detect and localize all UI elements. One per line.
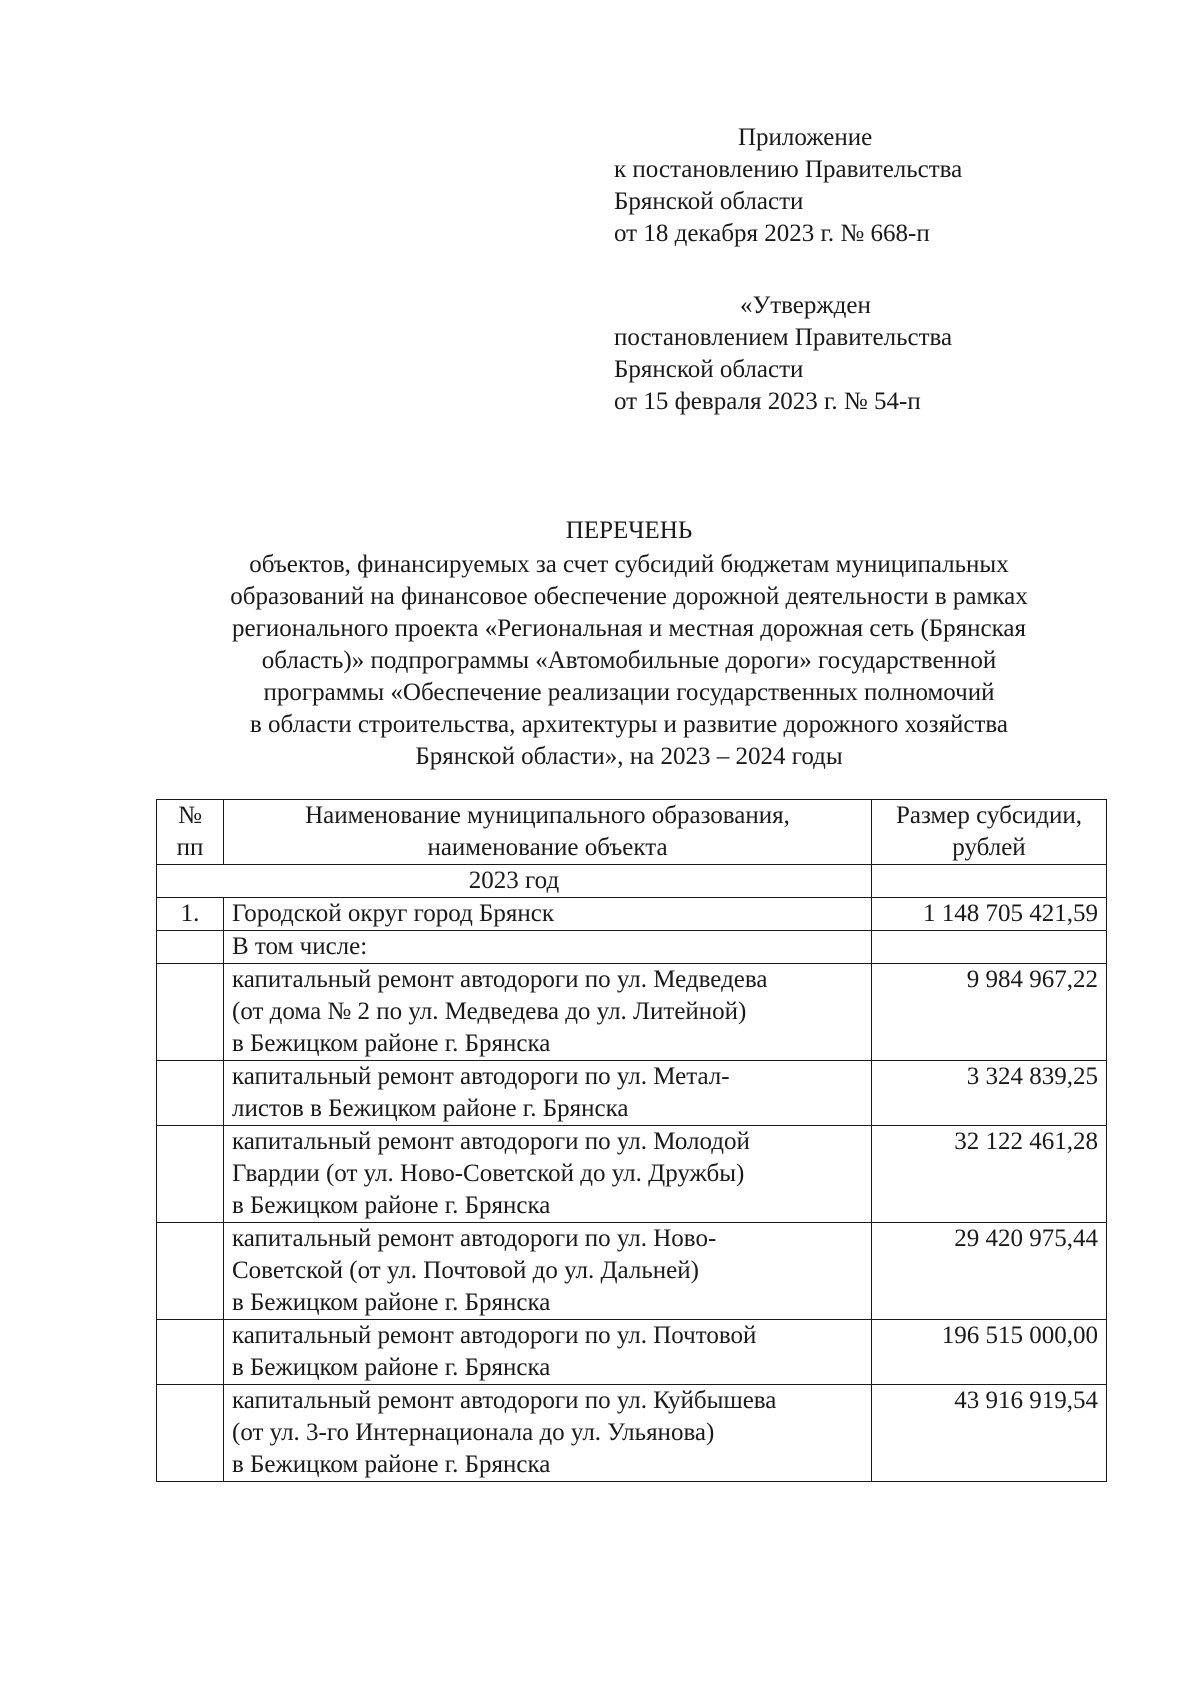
object-sum: 43 916 919,54	[872, 1385, 1107, 1482]
approved-line: Брянской области	[614, 356, 804, 383]
header-num-cell	[157, 800, 224, 865]
title-line: образований на финансовое обеспечение дорожной деятельности в рамках	[230, 583, 1028, 610]
object-name-cell	[224, 964, 872, 1061]
subsidy-table	[156, 799, 1107, 1482]
header-num-line: пп	[176, 834, 204, 861]
object-name-line: капитальный ремонт автодороги по ул. Почтовой	[232, 1322, 757, 1349]
object-sum: 3 324 839,25	[872, 1061, 1107, 1126]
header-num-line: №	[178, 802, 202, 829]
blank-num-cell	[157, 1385, 224, 1482]
object-name-line: капитальный ремонт автодороги по ул. Метал-	[232, 1063, 730, 1090]
object-sum: 196 515 000,00	[872, 1320, 1107, 1385]
header-name-line: наименование объекта	[427, 834, 668, 861]
object-name-line: капитальный ремонт автодороги по ул. Куйбышева	[232, 1387, 777, 1414]
title-line: в области строительства, архитектуры и развитие дорожного хозяйства	[250, 711, 1008, 738]
table-row	[157, 1320, 1107, 1385]
object-name-line: в Бежицком районе г. Брянска	[232, 1451, 551, 1478]
blank-num-cell	[157, 964, 224, 1061]
object-sum: 9 984 967,22	[872, 964, 1107, 1061]
blank-num-cell	[157, 1223, 224, 1320]
object-name-line: в Бежицком районе г. Брянска	[232, 1030, 551, 1057]
object-name-line: листов в Бежицком районе г. Брянска	[232, 1095, 629, 1122]
document-title	[100, 515, 1158, 773]
object-name-line: Гвардии (от ул. Ново-Советской до ул. Дружбы)	[232, 1160, 745, 1187]
year-sum-cell	[872, 865, 1107, 898]
blank-num-cell	[157, 1320, 224, 1385]
year-cell: 2023 год	[157, 865, 872, 898]
title-line: регионального проекта «Региональная и местная дорожная сеть (Брянская	[232, 615, 1026, 642]
object-name-line: (от ул. 3-го Интернационала до ул. Ульянова)	[232, 1419, 715, 1446]
header-name-cell	[224, 800, 872, 865]
header-sum-cell	[872, 800, 1107, 865]
object-name-line: в Бежицком районе г. Брянска	[232, 1354, 551, 1381]
object-name-cell	[224, 1223, 872, 1320]
approved-decree-date: от 15 февраля 2023 г. № 54-п	[614, 388, 921, 415]
object-name-line: в Бежицком районе г. Брянска	[232, 1289, 551, 1316]
blank-num-cell	[157, 1061, 224, 1126]
object-name-line: капитальный ремонт автодороги по ул. Молодой	[232, 1128, 750, 1155]
appendix-block	[614, 122, 1134, 250]
table-row	[157, 964, 1107, 1061]
title-line: программы «Обеспечение реализации государственных полномочий	[263, 679, 995, 706]
table-row	[157, 1385, 1107, 1482]
including-row	[157, 931, 1107, 964]
object-sum: 29 420 975,44	[872, 1223, 1107, 1320]
blank-num-cell	[157, 1126, 224, 1223]
title-line: Брянской области», на 2023 – 2024 годы	[415, 743, 843, 770]
table-row	[157, 1223, 1107, 1320]
appendix-decree-date: от 18 декабря 2023 г. № 668-п	[614, 220, 930, 247]
object-name-cell	[224, 1320, 872, 1385]
approved-line: постановлением Правительства	[614, 324, 953, 351]
title-heading: ПЕРЕЧЕНЬ	[565, 517, 693, 544]
header-sum-line: рублей	[952, 834, 1026, 861]
header-name-line: Наименование муниципального образования,	[305, 802, 790, 829]
object-name-cell	[224, 1061, 872, 1126]
object-name-line: капитальный ремонт автодороги по ул. Медведева	[232, 966, 768, 993]
municipality-num: 1.	[157, 898, 224, 931]
object-sum: 32 122 461,28	[872, 1126, 1107, 1223]
object-name-cell	[224, 1126, 872, 1223]
approved-heading: «Утвержден	[740, 292, 871, 319]
appendix-line: к постановлению Правительства	[614, 156, 963, 183]
municipality-sum: 1 148 705 421,59	[872, 898, 1107, 931]
table-header-row	[157, 800, 1107, 865]
municipality-row	[157, 898, 1107, 931]
table-row	[157, 1126, 1107, 1223]
including-sum-cell	[872, 931, 1107, 964]
appendix-heading: Приложение	[738, 124, 873, 151]
approved-block	[614, 290, 1134, 418]
title-line: объектов, финансируемых за счет субсидий бюджетам муниципальных	[249, 551, 1009, 578]
including-label: В том числе:	[224, 931, 872, 964]
object-name-line: в Бежицком районе г. Брянска	[232, 1192, 551, 1219]
title-line: область)» подпрограммы «Автомобильные дороги» государственной	[261, 647, 997, 674]
appendix-line: Брянской области	[614, 188, 804, 215]
year-row	[157, 865, 1107, 898]
table-row	[157, 1061, 1107, 1126]
municipality-name: Городской округ город Брянск	[224, 898, 872, 931]
blank-num-cell	[157, 931, 224, 964]
title-description	[100, 549, 1158, 773]
object-name-line: (от дома № 2 по ул. Медведева до ул. Литейной)	[232, 998, 747, 1025]
object-name-line: Советской (от ул. Почтовой до ул. Дальней)	[232, 1257, 699, 1284]
object-name-line: капитальный ремонт автодороги по ул. Ново-	[232, 1225, 717, 1252]
object-name-cell	[224, 1385, 872, 1482]
header-sum-line: Размер субсидии,	[895, 802, 1083, 829]
